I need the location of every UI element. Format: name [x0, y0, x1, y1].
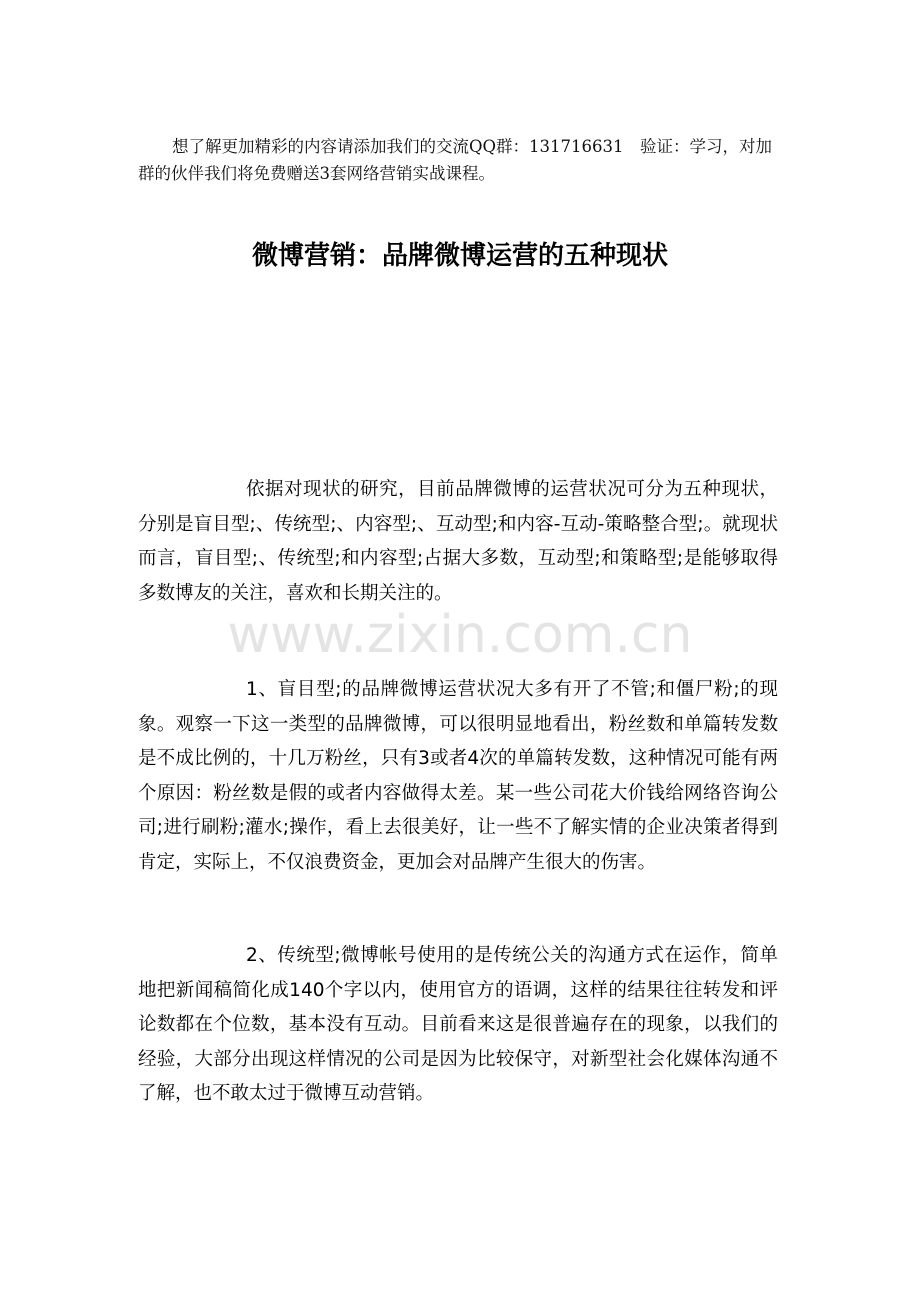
paragraph-blind-type: 1、盲目型;的品牌微博运营状况大多有开了不管;和僵尸粉;的现象。观察一下这一类型的品牌微博，可以很明显地看出，粉丝数和单篇转发数是不成比例的，十几万粉丝，只有3或者4次的单篇转发数，这种情况可能有两个原因：粉丝数是假的或者内容做得太差。某一些公司花大价钱给网络咨询公司;进行刷粉;灌水;操作，看上去很美好，让一些不了解实情的企业决策者得到肯定，实际上，不仅浪费资金，更加会对品牌产生很大的伤害。 [138, 679, 778, 873]
article-title: 微博营销：品牌微博运营的五种现状 [251, 241, 668, 271]
paragraph-intro: 依据对现状的研究，目前品牌微博的运营状况可分为五种现状，分别是盲目型;、传统型;、内容型;、互动型;和内容-互动-策略整合型;。就现状而言，盲目型;、传统型;和内容型;占据大多数，互动型;和策略型;是能够取得多数博友的关注，喜欢和长期关注的。 [138, 479, 778, 604]
watermark: www.zixin.com.cn [227, 605, 693, 665]
qq-group-notice: 想了解更加精彩的内容请添加我们的交流QQ群：131716631 验证：学习，对加群的伙伴我们将免费赠送3套网络营销实战课程。 [138, 137, 773, 183]
paragraph-traditional-type: 2、传统型;微博帐号使用的是传统公关的沟通方式在运作，简单地把新闻稿简化成140个字以内，使用官方的语调，这样的结果往往转发和评论数都在个位数，基本没有互动。目前看来这是很普遍存在的现象，以我们的经验，大部分出现这样情况的公司是因为比较保守，对新型社会化媒体沟通不了解，也不敢太过于微博互动营销。 [138, 945, 778, 1104]
